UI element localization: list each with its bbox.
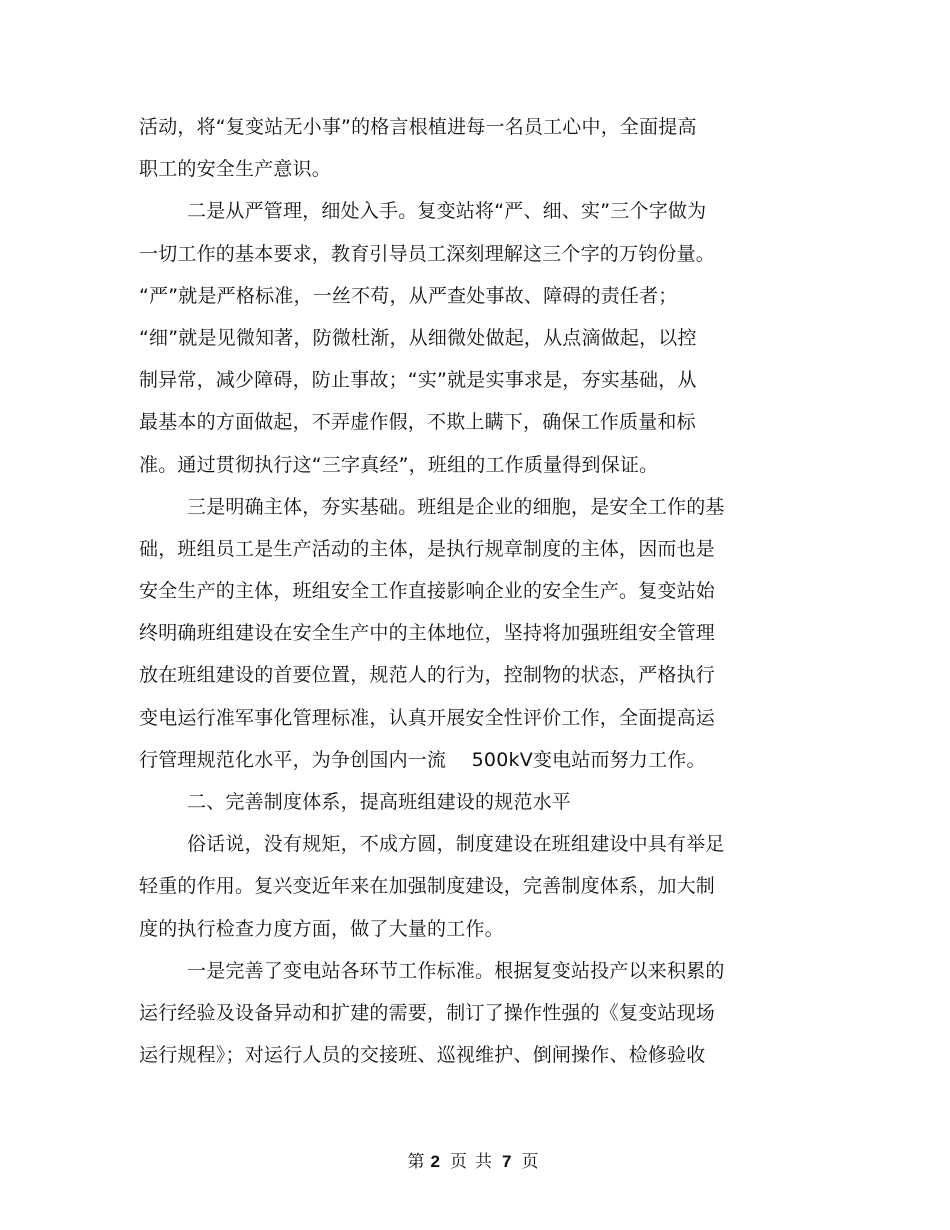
text-line: 制异常，减少障碍，防止事故；“实”就是实事求是，夯实基础，从: [139, 369, 697, 392]
page-footer: [0, 1150, 950, 1174]
text-line: 础，班组员工是生产活动的主体，是执行规章制度的主体，因而也是: [139, 537, 716, 560]
text-line: 一切工作的基本要求，教育引导员工深刻理解这三个字的万钧份量。: [139, 242, 716, 265]
text-line: 变电运行准军事化管理标准，认真开展安全性评价工作，全面提高运: [139, 706, 716, 729]
text-line: 度的执行检查力度方面，做了大量的工作。: [139, 917, 504, 940]
text-line: 运行经验及设备异动和扩建的需要，制订了操作性强的《复变站现场: [139, 1001, 716, 1024]
text-line: 最基本的方面做起，不弄虚作假，不欺上瞒下，确保工作质量和标: [139, 411, 696, 434]
footer-page-word: 页: [450, 1152, 467, 1172]
text-line: 终明确班组建设在安全生产中的主体地位，坚持将加强班组安全管理: [139, 622, 716, 645]
paragraph-first-line: 二是从严管理，细处入手。复变站将“严、细、实”三个字做为: [187, 200, 707, 223]
body-text: [139, 106, 759, 1076]
total-page-number: 7: [502, 1152, 512, 1171]
footer-total-prefix: 共: [475, 1152, 492, 1172]
footer-suffix: 页: [521, 1152, 539, 1172]
text-line: 运行规程》；对运行人员的交接班、巡视维护、倒闸操作、检修验收: [139, 1044, 706, 1067]
text-line: 轻重的作用。复兴变近年来在加强制度建设，完善制度体系，加大制: [139, 875, 716, 898]
text-line: 安全生产的主体，班组安全工作直接影响企业的安全生产。复变站始: [139, 580, 716, 603]
footer-prefix: 第: [407, 1152, 425, 1172]
text-line: 放在班组建设的首要位置，规范人的行为，控制物的状态，严格执行: [139, 664, 716, 687]
paragraph-first-line: 三是明确主体，夯实基础。班组是企业的细胞，是安全工作的基: [187, 495, 725, 518]
text-line: 职工的安全生产意识。: [139, 158, 332, 181]
section-heading: 二、完善制度体系，提高班组建设的规范水平: [187, 791, 572, 813]
text-line: 行管理规范化水平，为争创国内一流 500kV变电站而努力工作。: [139, 748, 706, 771]
paragraph-first-line: 俗话说，没有规矩，不成方圆，制度建设在班组建设中具有举足: [187, 833, 725, 856]
current-page-number: 2: [430, 1152, 440, 1171]
paragraph-first-line: 一是完善了变电站各环节工作标准。根据复变站投产以来积累的: [187, 959, 725, 982]
text-line: 准。通过贯彻执行这“三字真经”，班组的工作质量得到保证。: [139, 453, 659, 476]
text-line: “严”就是严格标准，一丝不苟，从严查处事故、障碍的责任者；: [139, 284, 678, 307]
text-line: “细”就是见微知著，防微杜渐，从细微处做起，从点滴做起，以控: [139, 326, 697, 349]
text-line: 活动，将“复变站无小事”的格言根植进每一名员工心中，全面提高: [139, 116, 697, 138]
